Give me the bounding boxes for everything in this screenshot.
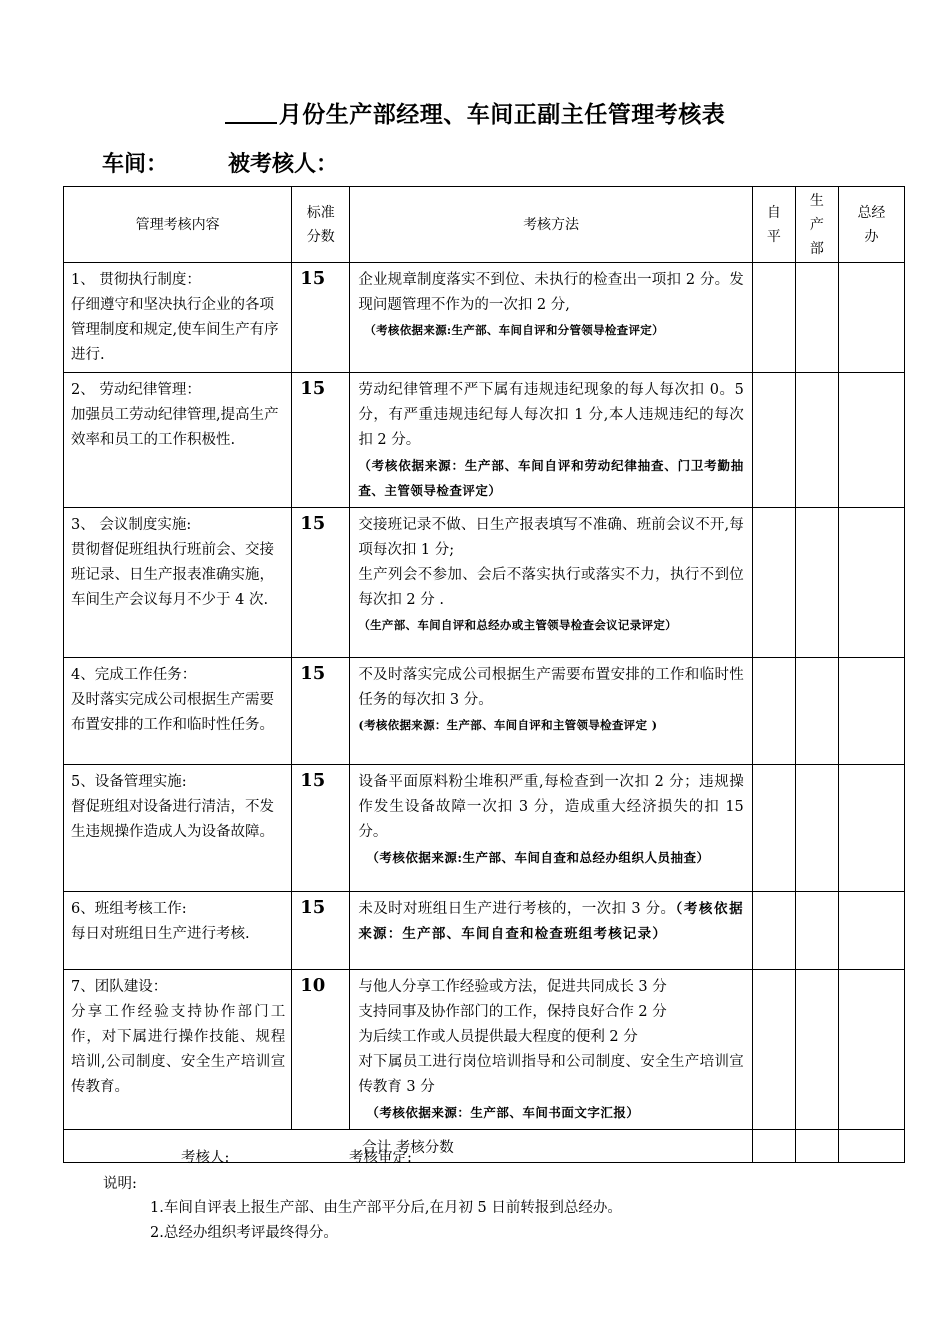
workshop-label: 车间： bbox=[102, 151, 169, 177]
total-production-cell[interactable] bbox=[795, 1130, 838, 1163]
row-content: 2、 劳动纪律管理： 加强员工劳动纪律管理,提高生产效率和员工的工作积极性. bbox=[64, 373, 292, 508]
table-row bbox=[64, 970, 905, 1130]
table-row bbox=[64, 765, 905, 892]
table-row bbox=[64, 373, 905, 508]
general-office-score-cell[interactable] bbox=[838, 373, 904, 508]
row-score: 15 bbox=[292, 892, 350, 970]
reviewer-label: 考核审定: bbox=[349, 1150, 412, 1166]
total-self-cell[interactable] bbox=[752, 1130, 795, 1163]
total-label: 合计 考核分数 bbox=[64, 1130, 753, 1163]
row-score: 15 bbox=[292, 373, 350, 508]
table-row bbox=[64, 263, 905, 373]
row-content: 5、设备管理实施: 督促班组对设备进行清洁，不发生违规操作造成人为设备故障。 bbox=[64, 765, 292, 892]
general-office-score-cell[interactable] bbox=[838, 892, 904, 970]
general-office-score-cell[interactable] bbox=[838, 765, 904, 892]
header-score: 标准 分数 bbox=[292, 187, 350, 263]
row-content: 7、团队建设： 分享工作经验支持协作部门工作，对下属进行操作技能、规程培训,公司制度、安全生产培训宣传教育。 bbox=[64, 970, 292, 1130]
general-office-score-cell[interactable] bbox=[838, 508, 904, 658]
self-score-cell[interactable] bbox=[752, 263, 795, 373]
row-method: 企业规章制度落实不到位、未执行的检查出一项扣 2 分。发现问题管理不作为的一次扣 2 分, （考核依据来源:生产部、车间自评和分管领导检查评定） bbox=[350, 263, 752, 373]
row-content: 3、 会议制度实施: 贯彻督促班组执行班前会、交接班记录、日生产报表准确实施，车间生产会议每月不少于 4 次. bbox=[64, 508, 292, 658]
row-method: 不及时落实完成公司根据生产需要布置安排的工作和临时性任务的每次扣 3 分。 (考核依据来源：生产部、车间自评和主管领导检查评定 ) bbox=[350, 658, 752, 765]
row-score: 15 bbox=[292, 765, 350, 892]
row-score: 15 bbox=[292, 263, 350, 373]
row-content: 6、班组考核工作: 每日对班组日生产进行考核. bbox=[64, 892, 292, 970]
table-row bbox=[64, 508, 905, 658]
assessment-table bbox=[63, 186, 905, 1163]
general-office-score-cell[interactable] bbox=[838, 263, 904, 373]
row-content: 1、 贯彻执行制度： 仔细遵守和坚决执行企业的各项管理制度和规定,使车间生产有序进行. bbox=[64, 263, 292, 373]
row-score: 15 bbox=[292, 508, 350, 658]
table-row bbox=[64, 892, 905, 970]
header-method: 考核方法 bbox=[350, 187, 752, 263]
self-score-cell[interactable] bbox=[752, 373, 795, 508]
notes-label: 说明: bbox=[103, 1176, 137, 1192]
row-score: 15 bbox=[292, 658, 350, 765]
production-score-cell[interactable] bbox=[795, 508, 838, 658]
general-office-score-cell[interactable] bbox=[838, 658, 904, 765]
note-2: 2.总经办组织考评最终得分。 bbox=[150, 1225, 338, 1241]
header-general-office: 总经 办 bbox=[838, 187, 904, 263]
header-content: 管理考核内容 bbox=[64, 187, 292, 263]
table-header-row bbox=[64, 187, 905, 263]
month-blank bbox=[225, 100, 277, 124]
production-score-cell[interactable] bbox=[795, 263, 838, 373]
assessee-label: 被考核人： bbox=[228, 151, 339, 177]
row-method: 设备平面原料粉尘堆积严重,每检查到一次扣 2 分；违规操作发生设备故障一次扣 3 分，造成重大经济损失的扣 15 分。 （考核依据来源:生产部、车间自查和总经办组织人员抽查） bbox=[350, 765, 752, 892]
self-score-cell[interactable] bbox=[752, 658, 795, 765]
row-method: 与他人分享工作经验或方法，促进共同成长 3 分 支持同事及协作部门的工作，保持良好合作 2 分 为后续工作或人员提供最大程度的便利 2 分 对下属员工进行岗位培训指导和公司制度、安全生产培训宣传教育 3 分 （考核依据来源：生产部、车间书面文字汇报） bbox=[350, 970, 752, 1130]
production-score-cell[interactable] bbox=[795, 658, 838, 765]
total-general-office-cell[interactable] bbox=[838, 1130, 904, 1163]
production-score-cell[interactable] bbox=[795, 892, 838, 970]
production-score-cell[interactable] bbox=[795, 373, 838, 508]
self-score-cell[interactable] bbox=[752, 970, 795, 1130]
note-1: 1.车间自评表上报生产部、由生产部平分后,在月初 5 日前转报到总经办。 bbox=[150, 1200, 622, 1216]
row-method: 交接班记录不做、日生产报表填写不准确、班前会议不开,每项每次扣 1 分; 生产列会不参加、会后不落实执行或落实不力，执行不到位每次扣 2 分 . （生产部、车间自评和总经办或主管领导检查会议记录评定） bbox=[350, 508, 752, 658]
self-score-cell[interactable] bbox=[752, 765, 795, 892]
row-method: 劳动纪律管理不严下属有违规违纪现象的每人每次扣 0。5 分，有严重违规违纪每人每次扣 1 分,本人违规违纪的每次扣 2 分。 （考核依据来源：生产部、车间自评和劳动纪律抽查、门卫考勤抽查、主管领导检查评定） bbox=[350, 373, 752, 508]
self-score-cell[interactable] bbox=[752, 508, 795, 658]
header-self: 自 平 bbox=[752, 187, 795, 263]
row-content: 4、完成工作任务： 及时落实完成公司根据生产需要布置安排的工作和临时性任务。 bbox=[64, 658, 292, 765]
row-method: 未及时对班组日生产进行考核的，一次扣 3 分。（考核依据来源：生产部、车间自查和检查班组考核记录） bbox=[350, 892, 752, 970]
form-title: 月份生产部经理、车间正副主任管理考核表 bbox=[0, 96, 950, 129]
header-production: 生 产 部 bbox=[795, 187, 838, 263]
assessor-label: 考核人: bbox=[181, 1150, 230, 1166]
self-score-cell[interactable] bbox=[752, 892, 795, 970]
row-score: 10 bbox=[292, 970, 350, 1130]
table-row bbox=[64, 658, 905, 765]
general-office-score-cell[interactable] bbox=[838, 970, 904, 1130]
production-score-cell[interactable] bbox=[795, 765, 838, 892]
form-subheading bbox=[102, 147, 338, 178]
production-score-cell[interactable] bbox=[795, 970, 838, 1130]
